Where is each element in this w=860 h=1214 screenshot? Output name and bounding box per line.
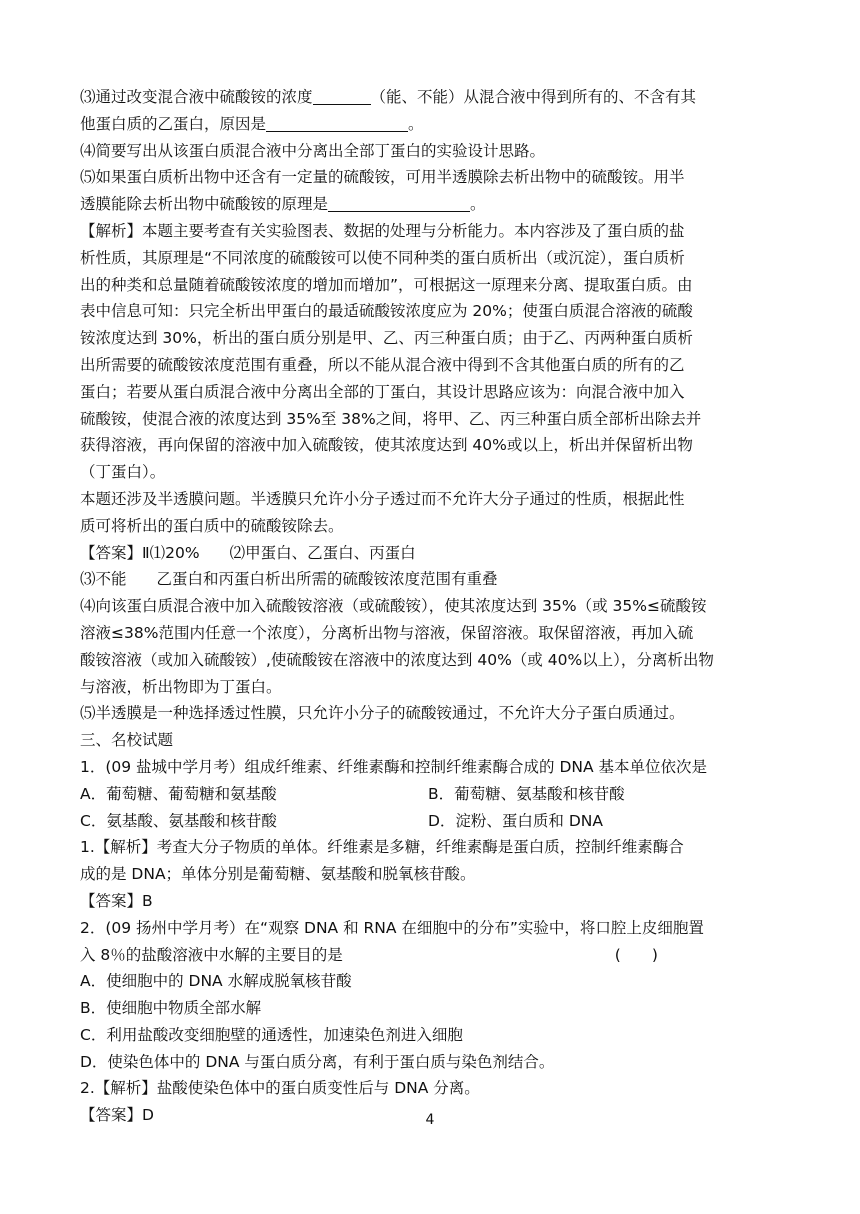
answer-blank bbox=[328, 195, 470, 212]
section-heading: 三、名校试题 bbox=[80, 731, 174, 750]
answer-blank bbox=[313, 88, 371, 105]
mcq-1-options-row bbox=[80, 808, 782, 835]
analysis-line: 蛋白；若要从蛋白质混合液中分离出全部的丁蛋白，其设计思路应该为：向混合液中加入 bbox=[80, 382, 685, 401]
analysis-line: 硫酸铵，使混合液的浓度达到 35%至 38%之间，将甲、乙、丙三种蛋白质全部析出除去并 bbox=[80, 409, 702, 428]
analysis-line: 本题还涉及半透膜问题。半透膜只允许小分子透过而不允许大分子通过的性质，根据此性 bbox=[80, 489, 685, 508]
analysis-line: 铵浓度达到 30%，析出的蛋白质分别是甲、乙、丙三种蛋白质；由于乙、丙两种蛋白质析 bbox=[80, 329, 693, 348]
analysis-line: 质可将析出的蛋白质中的硫酸铵除去。 bbox=[80, 516, 344, 535]
answer-line: ⑸半透膜是一种选择透过性膜，只允许小分子的硫酸铵通过，不允许大分子蛋白质通过。 bbox=[80, 704, 685, 723]
text: ⑶通过改变混合液中硫酸铵的浓度 bbox=[80, 88, 313, 106]
option-d: D．使染色体中的 DNA 与蛋白质分离，有利于蛋白质与染色剂结合。 bbox=[80, 1052, 555, 1071]
mcq-1-options-row bbox=[80, 781, 782, 808]
analysis-line: 出所需要的硫酸铵浓度范围有重叠，所以不能从混合液中得到不含其他蛋白质的所有的乙 bbox=[80, 355, 685, 374]
text: 。 bbox=[470, 195, 486, 214]
analysis-line: 出的种类和总量随着硫酸铵浓度的增加而增加”，可根据这一原理来分离、提取蛋白质。由 bbox=[80, 275, 693, 294]
mcq-1-analysis: 1.【解析】考查大分子物质的单体。纤维素是多糖，纤维素酶是蛋白质，控制纤维素酶合 bbox=[80, 838, 684, 857]
answer-blank bbox=[266, 115, 408, 132]
answer-line: 与溶液，析出物即为丁蛋白。 bbox=[80, 677, 282, 696]
analysis-line: 获得溶液，再向保留的溶液中加入硫酸铵，使其浓度达到 40%或以上，析出并保留析出物 bbox=[80, 436, 693, 455]
text: 他蛋白质的乙蛋白，原因是 bbox=[80, 114, 267, 133]
text: 。 bbox=[408, 114, 424, 133]
answer-line bbox=[80, 540, 782, 567]
text: ⑵甲蛋白、乙蛋白、丙蛋白 bbox=[229, 543, 416, 562]
text: 透膜能除去析出物中硫酸铵的原理是 bbox=[80, 195, 329, 214]
analysis-line: 表中信息可知：只完全析出甲蛋白的最适硫酸铵浓度应为 20%；使蛋白质混合溶液的硫酸 bbox=[80, 302, 693, 321]
text: 入 8％的盐酸溶液中水解的主要目的是 bbox=[80, 945, 343, 964]
option-b: B．葡萄糖、氨基酸和核苷酸 bbox=[428, 784, 625, 803]
mcq-1-answer: 【答案】B bbox=[80, 891, 153, 910]
option-d: D．淀粉、蛋白质和 DNA bbox=[428, 811, 603, 830]
question-5-line-2 bbox=[80, 191, 782, 218]
option-b: B．使细胞中物质全部水解 bbox=[80, 999, 262, 1018]
option-c: C．利用盐酸改变细胞壁的通透性，加速染色剂进入细胞 bbox=[80, 1025, 463, 1044]
text: 乙蛋白和丙蛋白析出所需的硫酸铵浓度范围有重叠 bbox=[156, 570, 498, 589]
option-a: A．使细胞中的 DNA 水解成脱氧核苷酸 bbox=[80, 972, 352, 991]
mcq-1-stem: 1．(09 盐城中学月考）组成纤维素、纤维素酶和控制纤维素酶合成的 DNA 基本单位依次是 bbox=[80, 757, 708, 776]
option-a: A．葡萄糖、葡萄糖和氨基酸 bbox=[80, 784, 277, 803]
answer-line: ⑷向该蛋白质混合液中加入硫酸铵溶液（或硫酸铵），使其浓度达到 35%（或 35%≤硫酸铵 bbox=[80, 597, 707, 616]
mcq-2-answer: 【答案】D bbox=[80, 1106, 154, 1125]
question-4: ⑷简要写出从该蛋白质混合液中分离出全部丁蛋白的实验设计思路。 bbox=[80, 141, 546, 160]
answer-line: 酸铵溶液（或加入硫酸铵）,使硫酸铵在溶液中的浓度达到 40%（或 40%以上），分离析出物 bbox=[80, 650, 714, 669]
page-content bbox=[80, 84, 782, 1129]
option-c: C．氨基酸、氨基酸和核苷酸 bbox=[80, 811, 277, 830]
analysis-line: 析性质，其原理是“不同浓度的硫酸铵可以使不同种类的蛋白质析出（或沉淀），蛋白质析 bbox=[80, 248, 685, 267]
analysis-line: 【解析】本题主要考查有关实验图表、数据的处理与分析能力。本内容涉及了蛋白质的盐 bbox=[80, 221, 685, 240]
mcq-1-analysis: 成的是 DNA；单体分别是葡萄糖、氨基酸和脱氧核苷酸。 bbox=[80, 865, 476, 884]
text: （能、不能）从混合液中得到所有的、不含有其 bbox=[370, 88, 697, 106]
question-3-line-2 bbox=[80, 111, 782, 138]
answer-line bbox=[80, 566, 782, 593]
answer-parentheses: ( ) bbox=[614, 945, 658, 964]
text: ⑶不能 bbox=[80, 570, 127, 589]
analysis-line: （丁蛋白）。 bbox=[80, 463, 166, 482]
question-3-line-1 bbox=[80, 84, 782, 111]
page-number: 4 bbox=[425, 1112, 435, 1128]
answer-line: 溶液≤38%范围内任意一个浓度），分离析出物与溶液，保留溶液。取保留溶液，再加入硫 bbox=[80, 623, 694, 642]
text: 【答案】Ⅱ⑴20% bbox=[80, 543, 200, 562]
mcq-2-analysis: 2.【解析】盐酸使染色体中的蛋白质变性后与 DNA 分离。 bbox=[80, 1079, 480, 1098]
question-5-line-1: ⑸如果蛋白质析出物中还含有一定量的硫酸铵，可用半透膜除去析出物中的硫酸铵。用半 bbox=[80, 168, 685, 187]
mcq-2-stem bbox=[80, 942, 782, 969]
mcq-2-stem: 2．(09 扬州中学月考）在“观察 DNA 和 RNA 在细胞中的分布”实验中，将口腔上皮细胞置 bbox=[80, 918, 704, 937]
